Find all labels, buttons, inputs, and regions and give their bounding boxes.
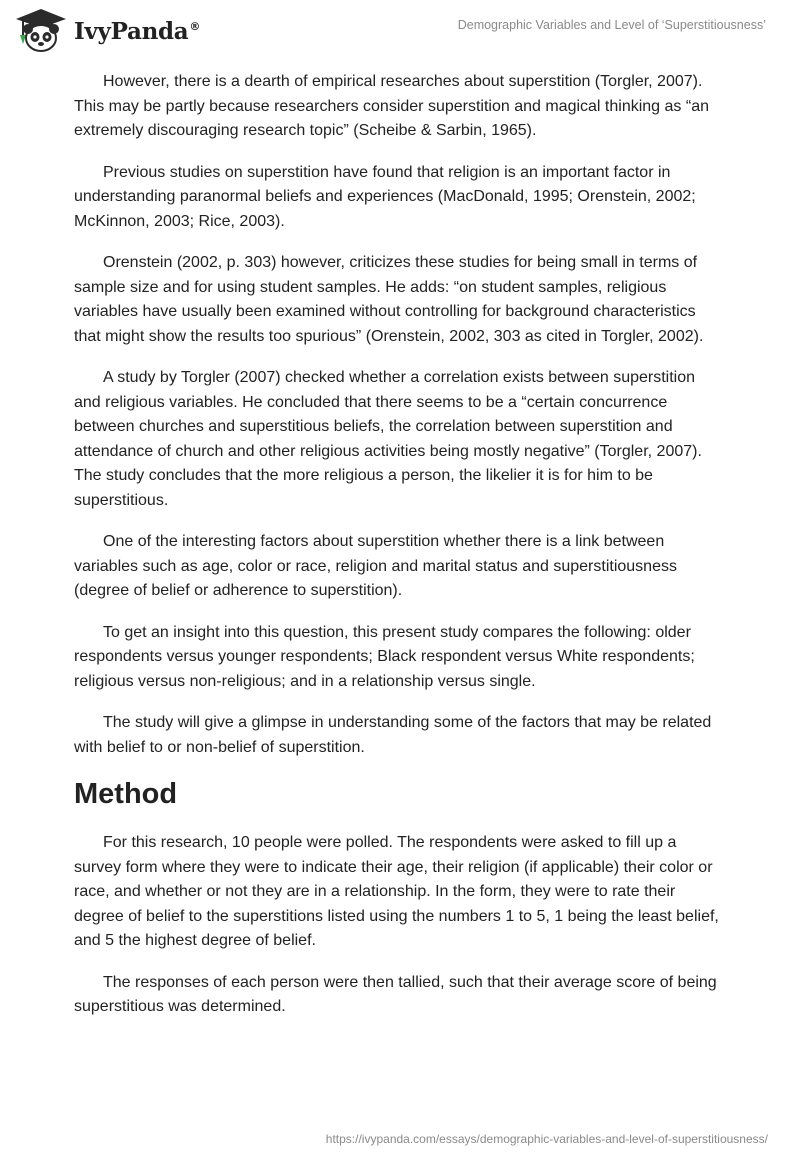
panda-graduate-icon: [14, 8, 68, 54]
paragraph: Previous studies on superstition have found that religion is an important factor in understanding paranormal beliefs and experiences (MacDonald, 1995; Orenstein, 2002; McKinnon, 2003; Rice, 2003).: [74, 163, 696, 230]
paragraph: The study will give a glimpse in understanding some of the factors that may be related with belief to or non-belief of superstition.: [74, 714, 712, 756]
paragraph: One of the interesting factors about superstition whether there is a link between variables such as age, color or race, religion and marital status and superstitiousness (degree of belief or adherence to superstition).: [74, 533, 677, 599]
paragraph: The responses of each person were then tallied, such that their average score of being superstitious was determined.: [74, 973, 717, 1015]
paragraph: To get an insight into this question, this present study compares the following: older respondents versus younger respondents; Black respondent versus White respondents; religious versus non-religious; and in a relationship versus single.: [74, 623, 695, 690]
method-heading: Method: [74, 778, 178, 810]
article-body: [74, 70, 726, 1037]
document-title: Demographic Variables and Level of ‘Superstitiousness’: [457, 18, 766, 32]
paragraph: For this research, 10 people were polled. The respondents were asked to fill up a survey form where they were to indicate their age, their religion (if applicable) their color or race, and whether or not they are in a relationship. In the form, they were to rate their degree of belief to the superstitions listed using the numbers 1 to 5, 1 being the least belief, and 5 the highest degree of belief.: [74, 834, 719, 949]
ivypanda-logo[interactable]: [14, 8, 200, 54]
logo-wordmark: IvyPanda®: [74, 17, 201, 45]
paragraph: Orenstein (2002, p. 303) however, criticizes these studies for being small in terms of sample size and for using student samples. He adds: “on student samples, religious variables have usually been examined without controlling for background characteristics that might show the results too spurious” (Orenstein, 2002, 303 as cited in Torgler, 2002).: [74, 254, 704, 345]
page-header: [0, 0, 800, 62]
registered-mark: ®: [189, 19, 201, 33]
paragraph: However, there is a dearth of empirical researches about superstition (Torgler, 2007). This may be partly because researchers consider superstition and magical thinking as “an extremely discouraging research topic” (Scheibe & Sarbin, 1965).: [74, 73, 709, 139]
source-url[interactable]: https://ivypanda.com/essays/demographic-variables-and-level-of-superstitiousness/: [325, 1132, 768, 1146]
paragraph: A study by Torgler (2007) checked whether a correlation exists between superstition and religious variables. He concluded that there seems to be a “certain concurrence between churches and superstitious beliefs, the correlation between superstition and attendance of church and other religious activities being mostly negative” (Torgler, 2007). The study concludes that the more religious a person, the likelier it is for him to be superstitious.: [74, 369, 702, 509]
